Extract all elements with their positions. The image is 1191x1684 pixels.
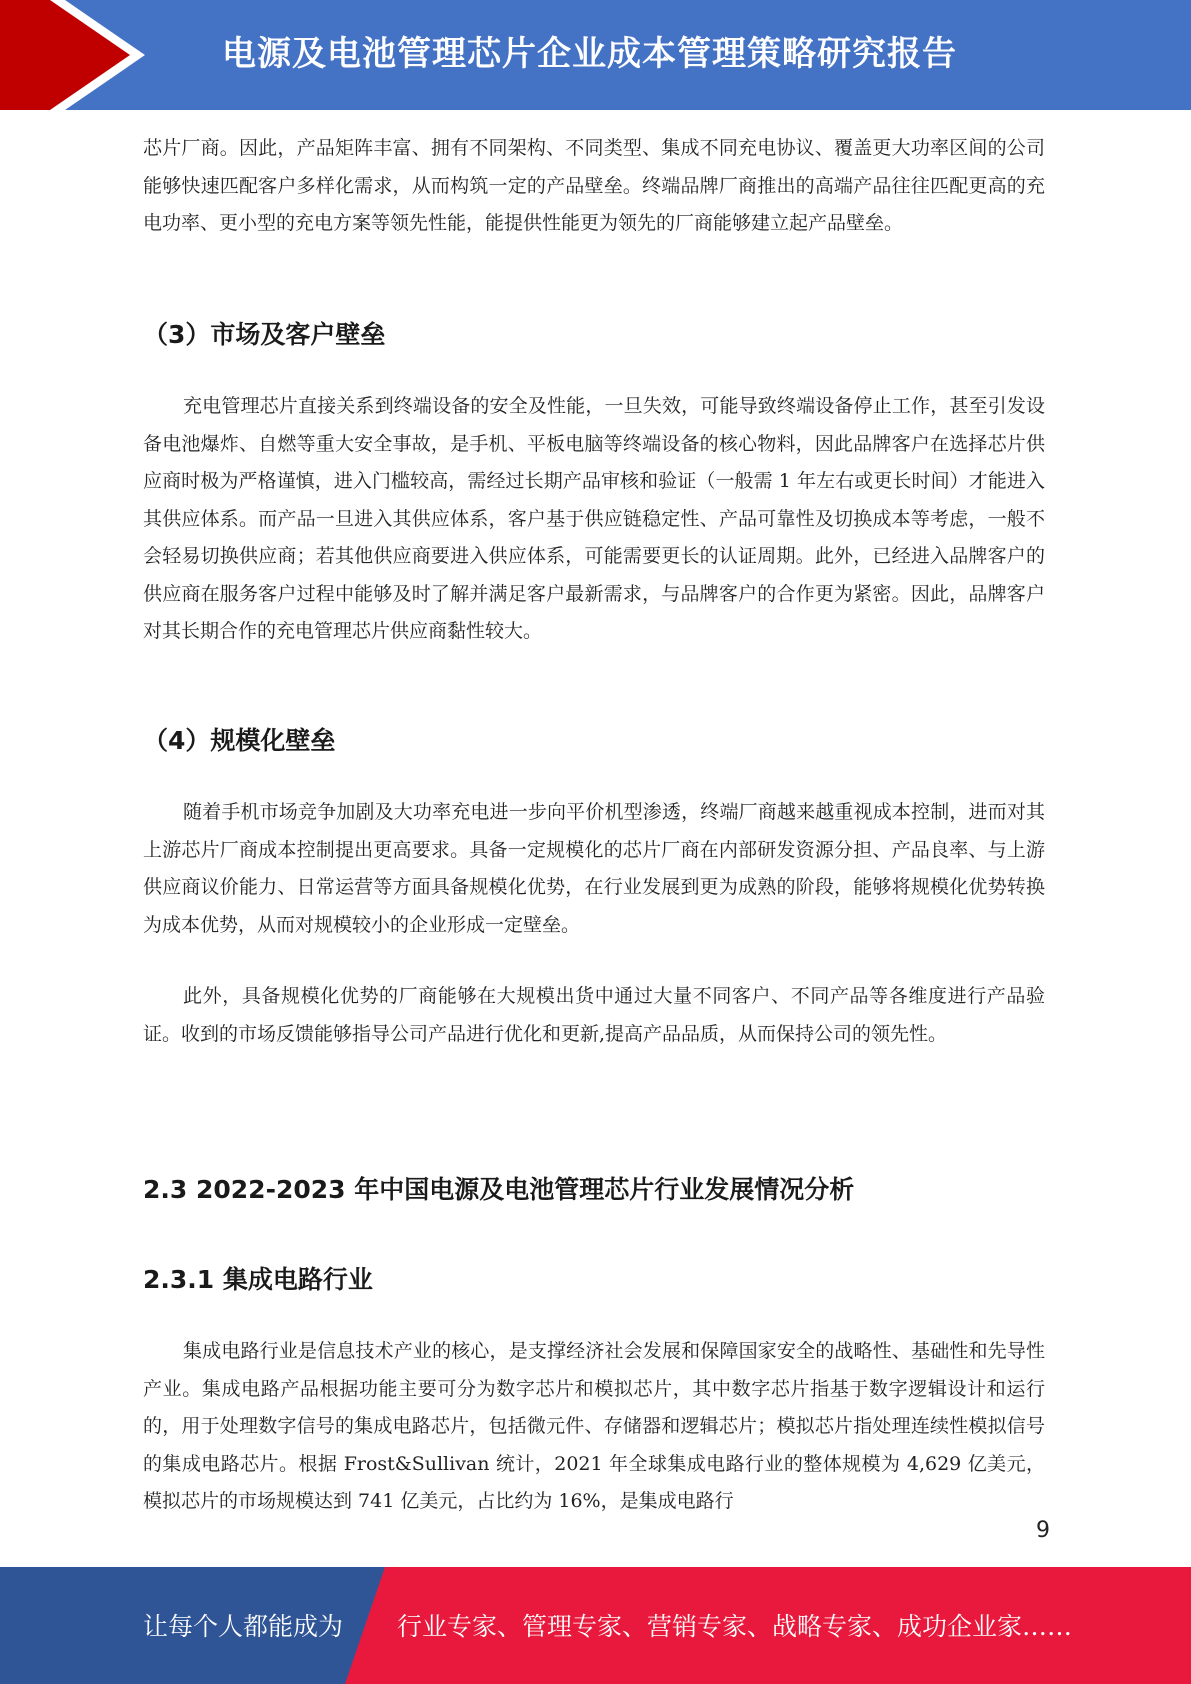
paragraph-market-customer-barrier: 充电管理芯片直接关系到终端设备的安全及性能，一旦失效，可能导致终端设备停止工作，甚至引发设备电池爆炸、自燃等重大安全事故，是手机、平板电脑等终端设备的核心物料，因此品牌客户在选择芯片供应商时极为严格谨慎，进入门槛较高，需经过长期产品审核和验证（一般需 1 年左右或更长时间）才能进入其供应体系。而产品一旦进入其供应体系，客户基于供应链稳定性、产品可靠性及切换成本等考虑，一般不会轻易切换供应商；若其他供应商要进入供应体系，可能需要更长的认证周期。此外，已经进入品牌客户的供应商在服务客户过程中能够及时了解并满足客户最新需求，与品牌客户的合作更为紧密。因此，品牌客户对其长期合作的充电管理芯片供应商黏性较大。 xyxy=(143,395,1045,642)
heading-market-customer-barrier: （3）市场及客户壁垒 xyxy=(143,320,386,349)
page-footer xyxy=(0,1567,1191,1684)
footer-slogan-right: 行业专家、管理专家、营销专家、战略专家、成功企业家…… xyxy=(397,1612,1073,1641)
page-number: 9 xyxy=(1036,1518,1050,1543)
section-heading-2-3: 2.3 2022-2023 年中国电源及电池管理芯片行业发展情况分析 xyxy=(143,1175,855,1204)
section-heading-2-3-1: 2.3.1 集成电路行业 xyxy=(143,1265,373,1294)
page-header xyxy=(0,0,1191,110)
paragraph-scale-advantage: 此外，具备规模化优势的厂商能够在大规模出货中通过大量不同客户、不同产品等各维度进行产品验证。收到的市场反馈能够指导公司产品进行优化和更新,提高产品品质，从而保持公司的领先性。 xyxy=(143,985,1045,1045)
paragraph-scale-barrier: 随着手机市场竞争加剧及大功率充电进一步向平价机型渗透，终端厂商越来越重视成本控制，进而对其上游芯片厂商成本控制提出更高要求。具备一定规模化的芯片厂商在内部研发资源分担、产品良率、与上游供应商议价能力、日常运营等方面具备规模化优势，在行业发展到更为成熟的阶段，能够将规模化优势转换为成本优势，从而对规模较小的企业形成一定壁垒。 xyxy=(143,801,1045,936)
heading-scale-barrier: （4）规模化壁垒 xyxy=(143,726,336,755)
footer-slogan-left: 让每个人都能成为 xyxy=(143,1612,344,1641)
document-title: 电源及电池管理芯片企业成本管理策略研究报告 xyxy=(222,34,957,74)
paragraph-ic-industry: 集成电路行业是信息技术产业的核心，是支撑经济社会发展和保障国家安全的战略性、基础性和先导性产业。集成电路产品根据功能主要可分为数字芯片和模拟芯片，其中数字芯片指基于数字逻辑设计和运行的，用于处理数字信号的集成电路芯片，包括微元件、存储器和逻辑芯片；模拟芯片指处理连续性模拟信号的集成电路芯片。根据 Frost&Sullivan 统计，2021 年全球集成电路行业的整体规模为 4,629 亿美元，模拟芯片的市场规模达到 741 亿美元，占比约为 16%，是集成电路行 xyxy=(143,1340,1045,1512)
paragraph-product-barrier: 芯片厂商。因此，产品矩阵丰富、拥有不同架构、不同类型、集成不同充电协议、覆盖更大功率区间的公司能够快速匹配客户多样化需求，从而构筑一定的产品壁垒。终端品牌厂商推出的高端产品往往匹配更高的充电功率、更小型的充电方案等领先性能，能提供性能更为领先的厂商能够建立起产品壁垒。 xyxy=(143,137,1045,234)
